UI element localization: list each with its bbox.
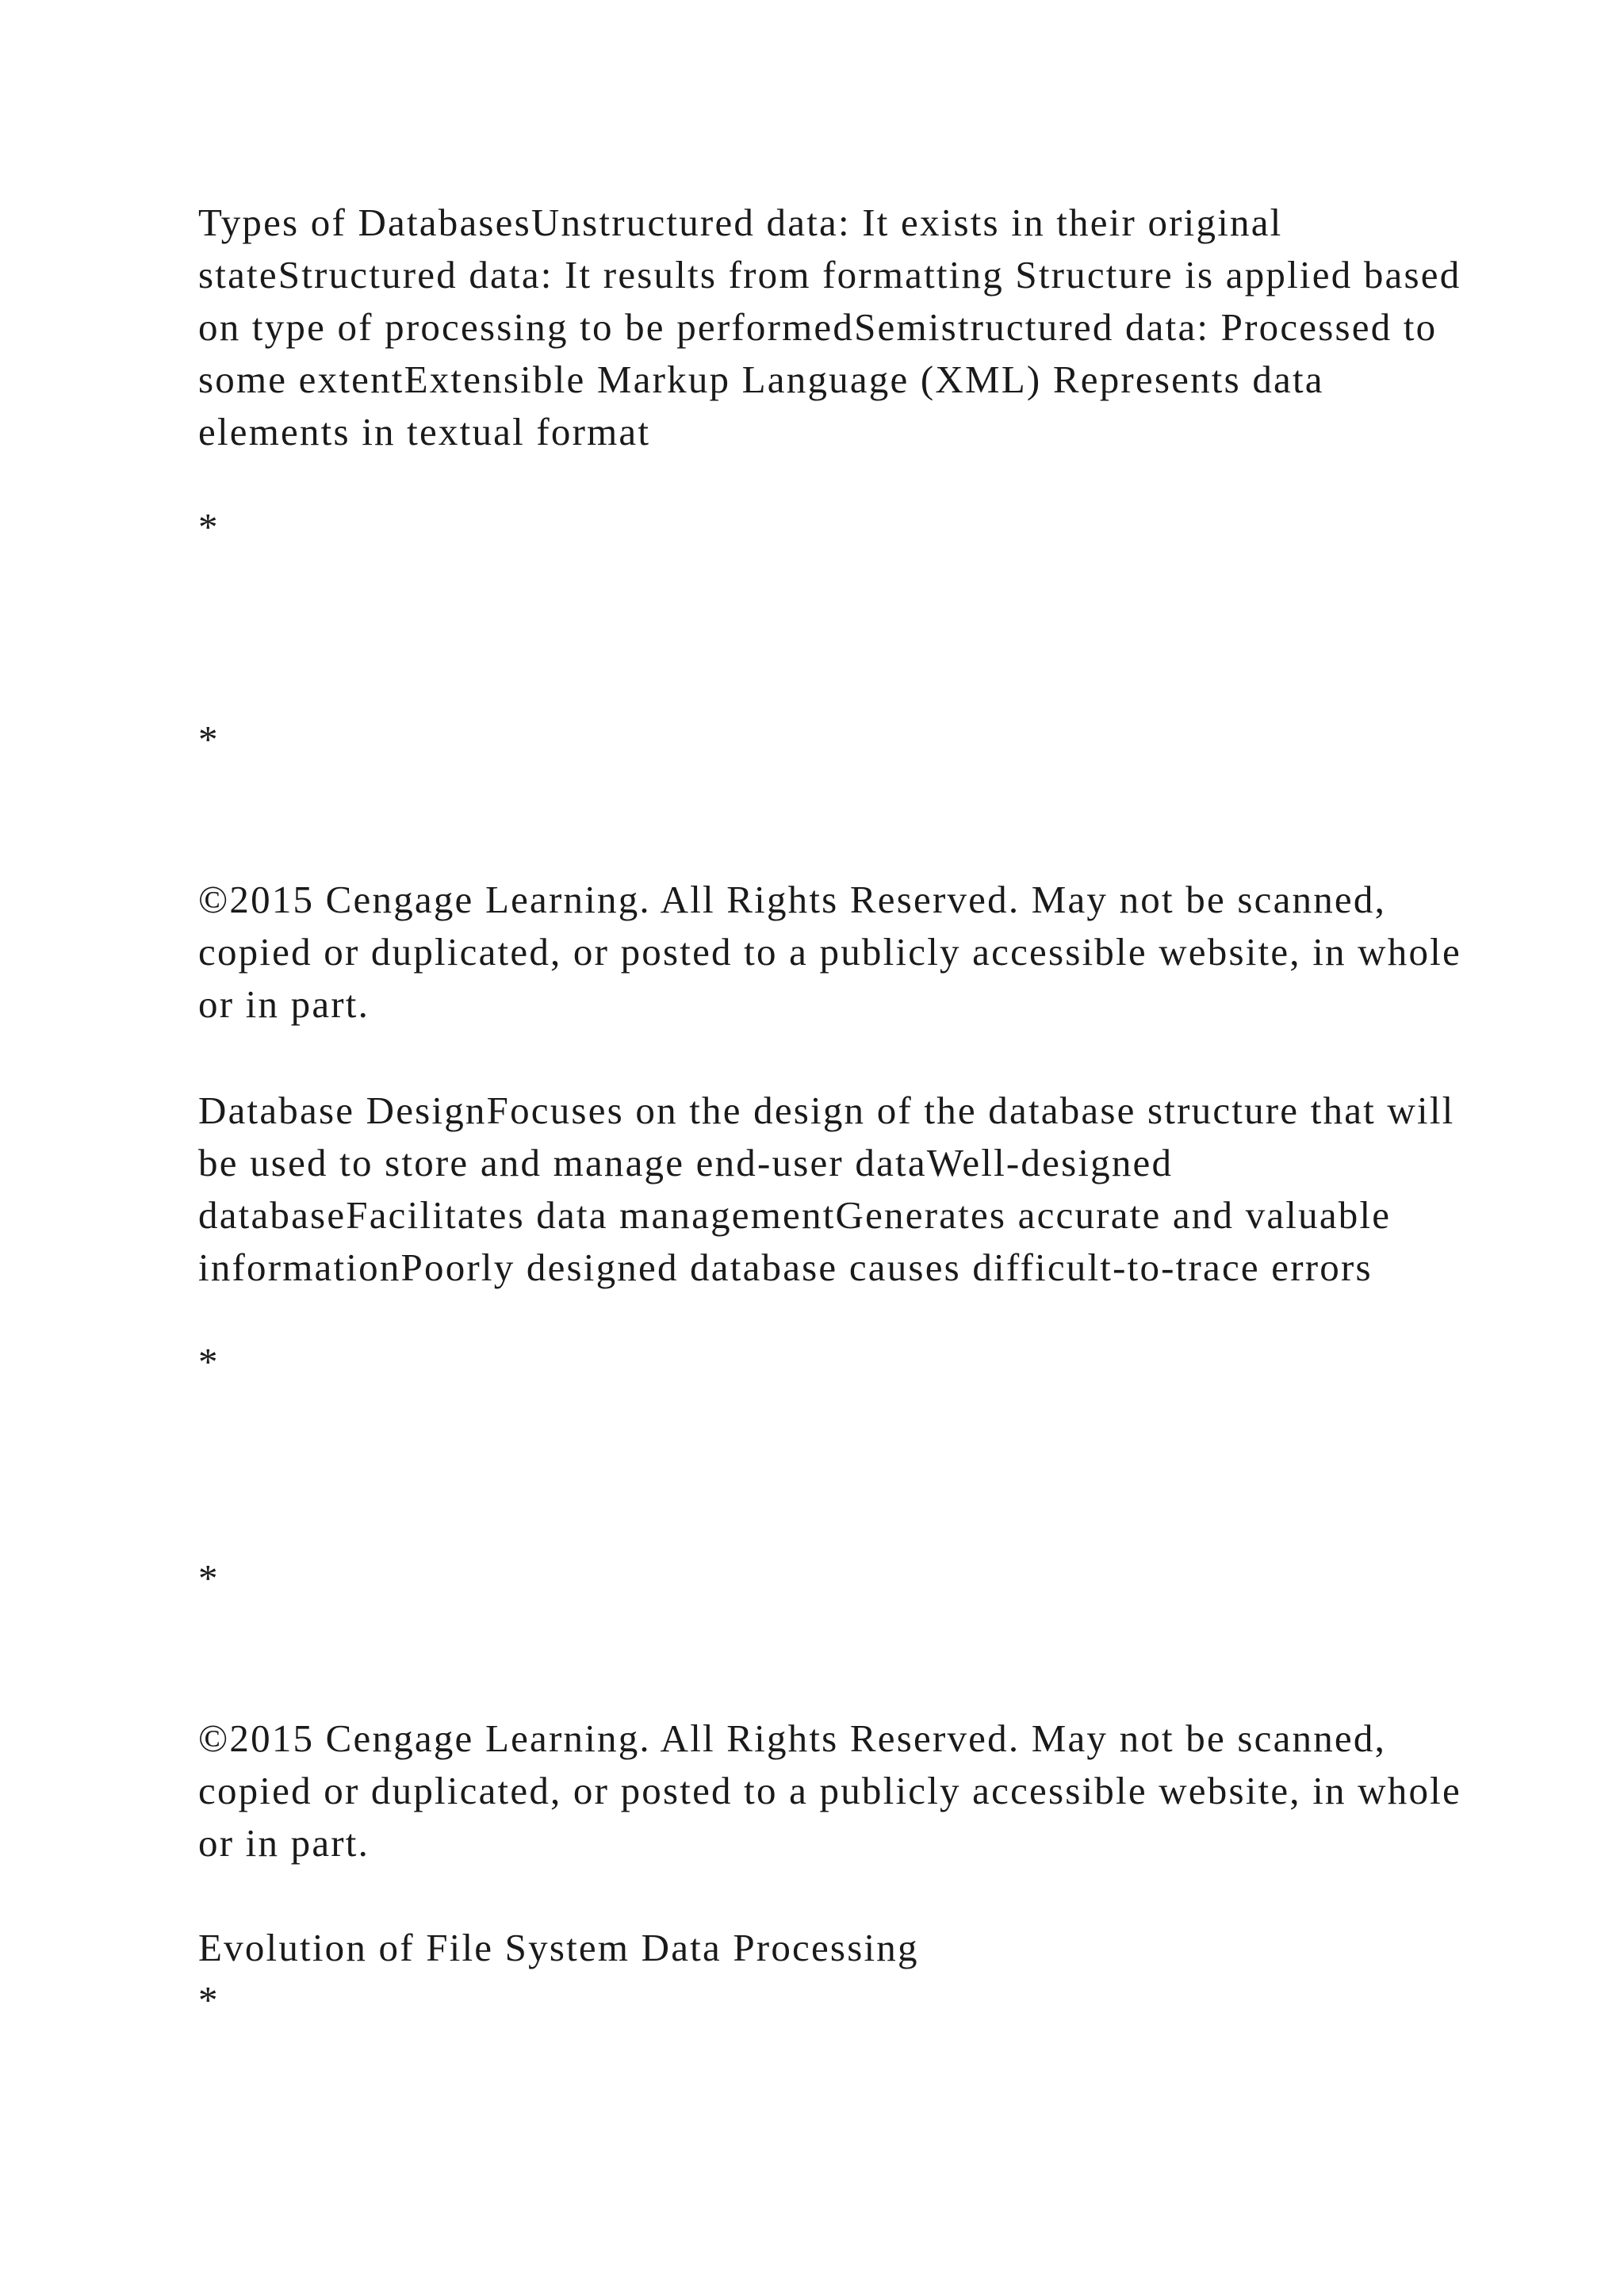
slide-2-bottom-marker: * bbox=[198, 1556, 218, 1600]
slide-3-title-text: Evolution of File System Data Processing bbox=[198, 1926, 919, 1969]
slide-2-copyright-notice: ©2015 Cengage Learning. All Rights Reserved. May not be scanned, copied or duplicated, or posted to a publicly accessible website, in whole or in part. bbox=[198, 1716, 1461, 1865]
slide-1-bottom-marker: * bbox=[198, 718, 218, 761]
slide-2-body-text: Database DesignFocuses on the design of the database structure that will be used to store and manage end-user dataWell-designed databaseFacilitates data managementGenerates accurate and valuable informationPoorly designed database causes difficult-to-trace errors bbox=[198, 1089, 1455, 1289]
slide-1-top-marker: * bbox=[198, 505, 218, 549]
slide-2-top-marker: * bbox=[198, 1340, 218, 1383]
slide-1-body-text: Types of DatabasesUnstructured data: It exists in their original stateStructured data: It results from formatting Structure is applied based on type of processing to be performedSemistructured data: Processed to some extentExtensible Markup Language (XML) Represents data elements in textual format bbox=[198, 201, 1461, 453]
slide-1-copyright-notice: ©2015 Cengage Learning. All Rights Reserved. May not be scanned, copied or duplicated, or posted to a publicly accessible website, in whole or in part. bbox=[198, 878, 1461, 1026]
slide-3-top-marker: * bbox=[198, 1978, 218, 2022]
